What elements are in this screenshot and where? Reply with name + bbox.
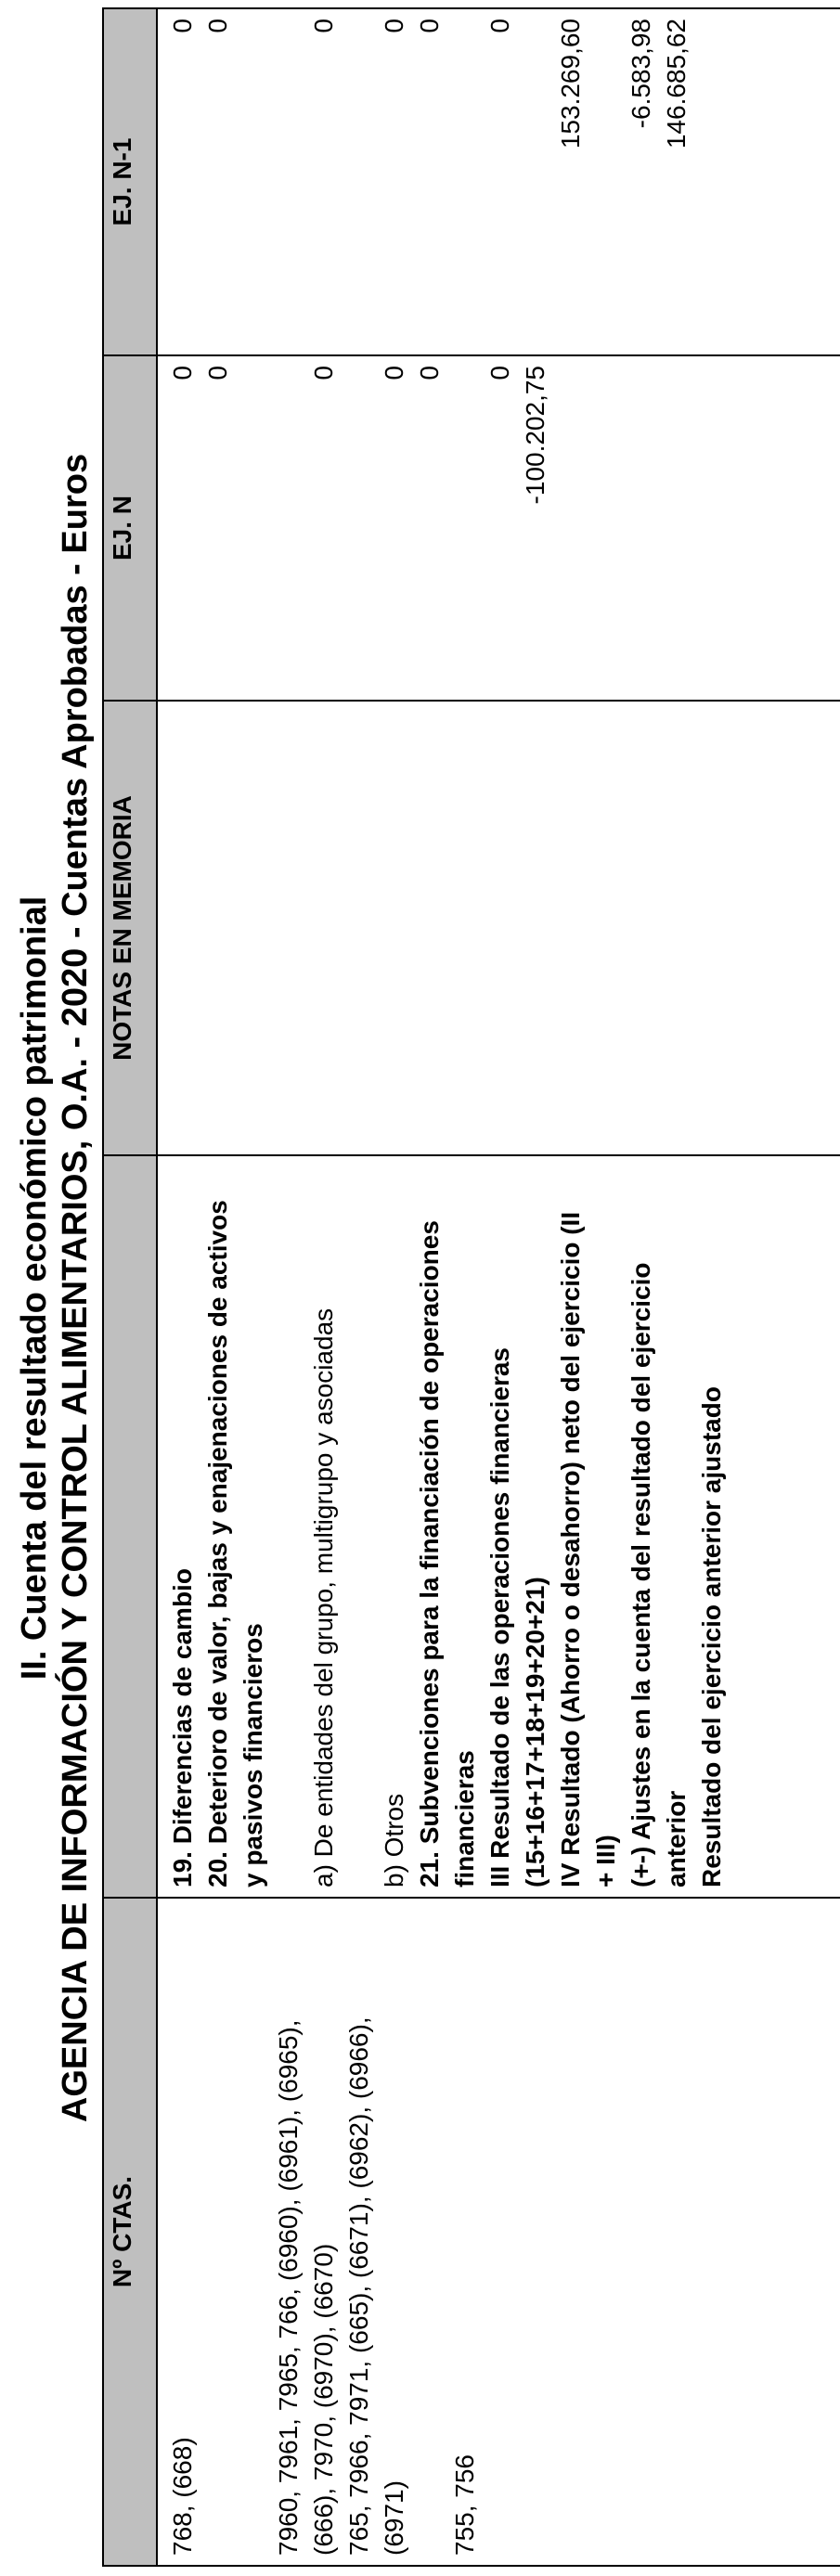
table-row: [157, 8, 840, 2566]
desc-line: 20. Deterioro de valor, bajas y enajenaciones de activos: [203, 1200, 232, 1887]
ej-n1-value: 0: [380, 19, 408, 33]
desc-line: IV Resultado (Ahorro o desahorro) neto del ejercicio (II: [556, 1211, 585, 1887]
ej-n-value: 0: [380, 366, 408, 380]
ctas-line: 755, 756: [450, 2454, 479, 2556]
desc-line: (15+16+17+18+19+20+21): [521, 1577, 549, 1887]
ej-n1-value: 0: [168, 19, 197, 33]
ej-n-value: 0: [485, 366, 514, 380]
desc-line: 19. Diferencias de cambio: [168, 1568, 197, 1887]
ej-n1-value: -6.583,98: [627, 19, 655, 129]
desc-line: 21. Subvenciones para la financiación de operaciones: [415, 1220, 444, 1887]
ej-n-value: 0: [415, 366, 444, 380]
ctas-line: (666), 7970, (6970), (6670): [309, 2243, 338, 2556]
ctas-line: 768, (668): [168, 2437, 197, 2556]
ej-n-value: -100.202,75: [521, 366, 549, 505]
desc-line: financieras: [450, 1750, 479, 1887]
desc-line: y pasivos financieros: [239, 1623, 267, 1887]
description-cell: [157, 1155, 840, 1898]
report-title: II. Cuenta del resultado económico patrimonial: [15, 895, 54, 1681]
desc-line: + III): [591, 1835, 620, 1887]
column-header-ctas: Nº CTAS.: [103, 1898, 157, 2566]
ej-n1-value: 0: [309, 19, 338, 33]
column-header-ej-n1: EJ. N-1: [103, 8, 157, 355]
ej-n1-cell: [157, 8, 840, 355]
ctas-line: (6971): [380, 2480, 408, 2556]
ctas-line: 765, 7966, 7971, (665), (6671), (6962), (6966),: [344, 2016, 373, 2556]
result-table: [102, 7, 840, 2567]
table-header-row: [103, 8, 157, 2566]
notas-cell: [157, 701, 840, 1155]
ej-n-value: 0: [309, 366, 338, 380]
report-subtitle: AGENCIA DE INFORMACIÓN Y CONTROL ALIMENTARIOS, O.A. - 2020 - Cuentas Aprobadas - Euros: [56, 453, 95, 2123]
ej-n1-value: 0: [485, 19, 514, 33]
desc-line: a) De entidades del grupo, multigrupo y asociadas: [309, 1307, 338, 1887]
desc-line: Resultado del ejercicio anterior ajustado: [697, 1386, 726, 1887]
ctas-cell: [157, 1898, 840, 2566]
ej-n1-value: 0: [203, 19, 232, 33]
ej-n1-value: 153.269,60: [556, 19, 585, 149]
column-header-ej-n: EJ. N: [103, 355, 157, 701]
desc-line: anterior: [662, 1790, 691, 1887]
ej-n1-value: 146.685,62: [662, 19, 691, 149]
ej-n-value: 0: [203, 366, 232, 380]
ej-n1-value: 0: [415, 19, 444, 33]
desc-line: III Resultado de las operaciones financieras: [485, 1347, 514, 1887]
ej-n-value: 0: [168, 366, 197, 380]
column-header-notas: NOTAS EN MEMORIA: [103, 701, 157, 1155]
desc-line: b) Otros: [380, 1793, 408, 1887]
ej-n-cell: [157, 355, 840, 701]
ctas-line: 7960, 7961, 7965, 766, (6960), (6961), (6965),: [274, 2019, 303, 2556]
column-header-description: [103, 1155, 157, 1898]
desc-line: (+-) Ajustes en la cuenta del resultado del ejercicio: [627, 1262, 655, 1887]
